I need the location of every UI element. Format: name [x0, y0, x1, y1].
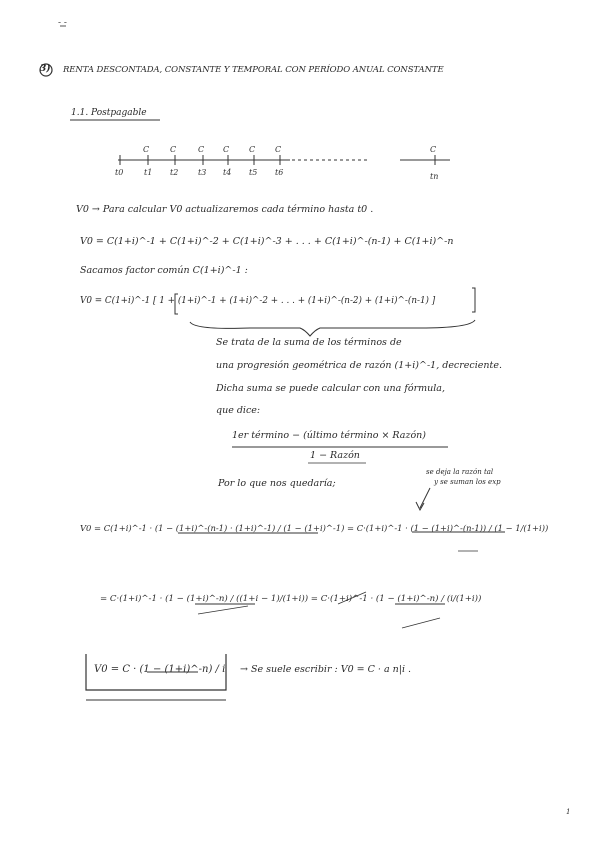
- annotation-line-1: se deja la razón tal: [426, 468, 494, 476]
- text-line: Se trata de la suma de los términos de: [216, 337, 402, 348]
- timeline-top-label: C: [170, 145, 177, 154]
- text-line: V0 → Para calcular V0 actualizaremos cada término hasta t0 .: [76, 204, 374, 215]
- formula-denominator: 1 − Razón: [310, 450, 360, 461]
- equation-derivation-2: = C·(1+i)^-1 · (1 − (1+i)^-n) / ((1+i − 1)/(1+i)) = C·(1+i)^-1 · (1 − (1+i)^-n) / (i/(1+i)): [100, 594, 482, 604]
- text-line: que dice:: [216, 405, 261, 416]
- header-marks: - -: [58, 18, 67, 28]
- timeline-top-label: C: [223, 145, 230, 154]
- timeline-bottom-label: tn: [430, 172, 439, 181]
- page-number: 1: [566, 808, 571, 816]
- text-line: Por lo que nos quedaría;: [218, 478, 336, 489]
- timeline-top-label: C: [249, 145, 256, 154]
- strike-1: [198, 606, 248, 614]
- result-notation: → Se suele escribir : V0 = C · a n|i .: [240, 664, 412, 675]
- annotation-arrow: [420, 488, 430, 508]
- text-line: una progresión geométrica de razón (1+i)^-1, decreciente.: [216, 360, 502, 371]
- timeline-bottom-label: t2: [170, 168, 179, 177]
- timeline-top-label: C: [275, 145, 282, 154]
- equation-line: V0 = C(1+i)^-1 + C(1+i)^-2 + C(1+i)^-3 + . . . + C(1+i)^-(n-1) + C(1+i)^-n: [80, 236, 454, 247]
- text-line: Dicha suma se puede calcular con una fórmula,: [216, 383, 445, 394]
- timeline-bottom-label: t1: [144, 168, 153, 177]
- bracket-right: [472, 288, 475, 312]
- underbrace: [190, 320, 475, 336]
- timeline-bottom-label: t6: [275, 168, 284, 177]
- timeline-top-label: C: [143, 145, 150, 154]
- timeline-bottom-label: t0: [115, 168, 124, 177]
- timeline-bottom-label: t3: [198, 168, 207, 177]
- timeline-bottom-label: t4: [223, 168, 232, 177]
- equation-derivation-1: V0 = C(1+i)^-1 · (1 − (1+i)^-(n-1) · (1+i)^-1) / (1 − (1+i)^-1) = C·(1+i)^-1 · (1 − (1+i)^-(n-1)) / (1 − 1/(1+i)): [80, 523, 549, 533]
- subsection-title: 1.1. Postpagable: [71, 108, 147, 118]
- equation-line: V0 = C(1+i)^-1 [ 1 + (1+i)^-1 + (1+i)^-2 + . . . + (1+i)^-(n-2) + (1+i)^-(n-1) ]: [80, 296, 436, 306]
- section-title: RENTA DESCONTADA, CONSTANTE Y TEMPORAL CON PERÍODO ANUAL CONSTANTE: [63, 65, 444, 75]
- timeline-top-label: C: [430, 145, 437, 154]
- timeline-bottom-label: t5: [249, 168, 258, 177]
- boxed-result: V0 = C · (1 − (1+i)^-n) / i: [94, 664, 226, 675]
- strike-3: [402, 618, 440, 628]
- formula-numerator: 1er término − (último término × Razón): [232, 430, 427, 441]
- text-line: Sacamos factor común C(1+i)^-1 :: [80, 265, 248, 276]
- annotation-line-2: y se suman los exp: [434, 478, 501, 486]
- section-number: 3): [40, 64, 51, 74]
- timeline-top-label: C: [198, 145, 205, 154]
